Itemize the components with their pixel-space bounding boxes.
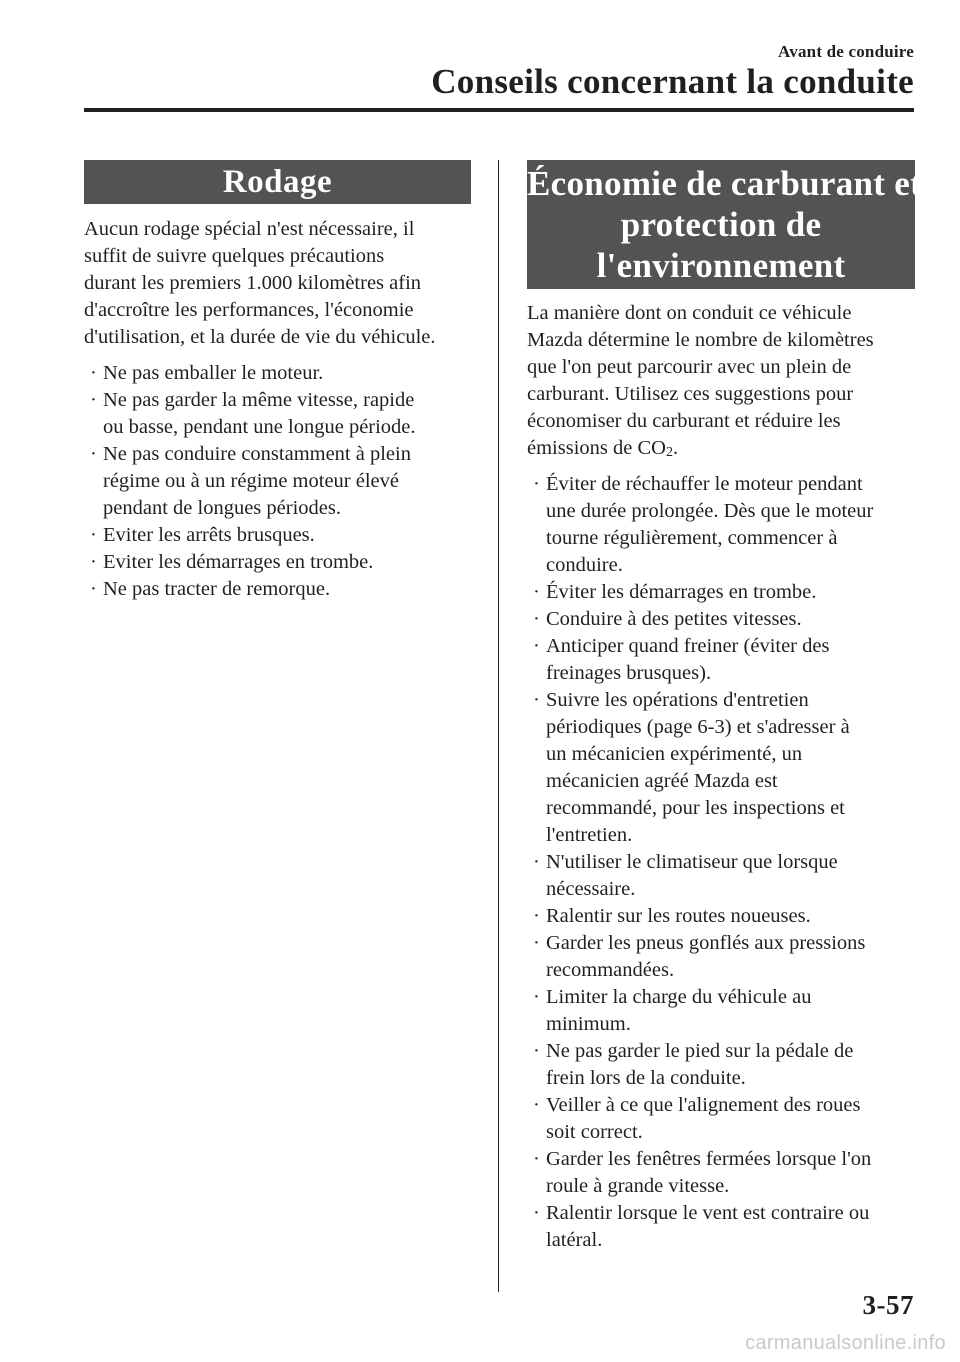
bullet-item	[84, 549, 471, 576]
bullet-dot-icon: ·	[533, 905, 540, 927]
rodage-intro-line: d'accroître les performances, l'économie	[84, 299, 414, 321]
bullet-line: freinages brusques).	[546, 662, 712, 684]
bullet-line: Garder les pneus gonflés aux pressions	[546, 932, 866, 954]
bullet-item	[527, 903, 915, 930]
bullet-line: Ne pas conduire constamment à plein	[103, 443, 411, 465]
bullet-line: nécessaire.	[546, 878, 636, 900]
bullet-item	[527, 606, 915, 633]
rodage-bullet-list	[84, 360, 471, 603]
bullet-dot-icon: ·	[533, 1040, 540, 1062]
header-rule	[84, 108, 914, 112]
bullet-dot-icon: ·	[90, 443, 97, 465]
bullet-item	[527, 687, 915, 849]
bullet-line: roule à grande vitesse.	[546, 1175, 730, 1197]
bullet-item	[527, 930, 915, 984]
economie-heading-line: protection de	[620, 205, 822, 244]
bullet-item	[84, 387, 471, 441]
bullet-line: Éviter les démarrages en trombe.	[546, 581, 817, 603]
bullet-dot-icon: ·	[90, 551, 97, 573]
bullet-line: Eviter les démarrages en trombe.	[103, 551, 374, 573]
bullet-line: Conduire à des petites vitesses.	[546, 608, 802, 630]
bullet-item	[527, 1092, 915, 1146]
bullet-item	[527, 1146, 915, 1200]
bullet-line: ou basse, pendant une longue période.	[103, 416, 416, 438]
bullet-line: régime ou à un régime moteur élevé	[103, 470, 399, 492]
economie-intro-line: économiser du carburant et réduire les	[527, 410, 841, 432]
bullet-line: Ne pas garder le pied sur la pédale de	[546, 1040, 854, 1062]
bullet-dot-icon: ·	[533, 986, 540, 1008]
co2-suffix: .	[672, 437, 679, 459]
rodage-heading: Rodage	[84, 160, 471, 204]
co2-prefix: émissions de CO	[527, 437, 666, 459]
bullet-line: tourne régulièrement, commencer à	[546, 527, 838, 549]
bullet-dot-icon: ·	[90, 578, 97, 600]
economie-heading-line: Économie de carburant et	[527, 164, 923, 203]
site-watermark: carmanualsonline.info	[745, 1332, 946, 1354]
bullet-item	[527, 633, 915, 687]
chapter-subtitle: Avant de conduire	[778, 42, 914, 61]
bullet-line: Anticiper quand freiner (éviter des	[546, 635, 830, 657]
bullet-line: mécanicien agréé Mazda est	[546, 770, 778, 792]
rodage-intro-line: Aucun rodage spécial n'est nécessaire, il	[84, 218, 415, 240]
rodage-intro-line: suffit de suivre quelques précautions	[84, 245, 385, 267]
bullet-line: Ralentir sur les routes noueuses.	[546, 905, 811, 927]
bullet-item	[84, 576, 471, 603]
rodage-intro-line: d'utilisation, et la durée de vie du véhicule.	[84, 326, 436, 348]
economie-intro-line	[527, 435, 915, 462]
economie-intro-line: que l'on peut parcourir avec un plein de	[527, 356, 852, 378]
bullet-line: Ne pas emballer le moteur.	[103, 362, 324, 384]
bullet-line: latéral.	[546, 1229, 603, 1251]
bullet-dot-icon: ·	[533, 689, 540, 711]
bullet-line: Suivre les opérations d'entretien	[546, 689, 809, 711]
bullet-dot-icon: ·	[90, 524, 97, 546]
bullet-line: Limiter la charge du véhicule au	[546, 986, 812, 1008]
bullet-line: Garder les fenêtres fermées lorsque l'on	[546, 1148, 872, 1170]
bullet-line: recommandées.	[546, 959, 675, 981]
bullet-dot-icon: ·	[533, 1202, 540, 1224]
bullet-line: pendant de longues périodes.	[103, 497, 341, 519]
bullet-dot-icon: ·	[533, 1148, 540, 1170]
economie-intro-line: La manière dont on conduit ce véhicule	[527, 302, 852, 324]
bullet-line: frein lors de la conduite.	[546, 1067, 746, 1089]
bullet-line: minimum.	[546, 1013, 631, 1035]
chapter-title: Conseils concernant la conduite	[431, 62, 914, 101]
bullet-item	[527, 1038, 915, 1092]
bullet-dot-icon: ·	[533, 608, 540, 630]
bullet-line: Éviter de réchauffer le moteur pendant	[546, 473, 863, 495]
bullet-item	[527, 471, 915, 579]
bullet-item	[527, 849, 915, 903]
rodage-intro	[84, 216, 471, 351]
bullet-dot-icon: ·	[533, 635, 540, 657]
economie-intro	[527, 300, 915, 462]
economie-intro-line: carburant. Utilisez ces suggestions pour	[527, 383, 854, 405]
bullet-item	[84, 360, 471, 387]
bullet-line: périodiques (page 6-3) et s'adresser à	[546, 716, 850, 738]
bullet-line: N'utiliser le climatiseur que lorsque	[546, 851, 838, 873]
bullet-dot-icon: ·	[90, 389, 97, 411]
bullet-line: Ralentir lorsque le vent est contraire ou	[546, 1202, 870, 1224]
co2-subscript: 2	[665, 445, 673, 460]
bullet-line: une durée prolongée. Dès que le moteur	[546, 500, 874, 522]
bullet-line: Ne pas tracter de remorque.	[103, 578, 331, 600]
bullet-line: soit correct.	[546, 1121, 643, 1143]
bullet-dot-icon: ·	[533, 1094, 540, 1116]
economie-section	[527, 160, 923, 1254]
page-number: 3-57	[862, 1290, 914, 1320]
bullet-dot-icon: ·	[533, 473, 540, 495]
bullet-line: conduire.	[546, 554, 623, 576]
bullet-dot-icon: ·	[533, 581, 540, 603]
bullet-item	[527, 1200, 915, 1254]
bullet-line: un mécanicien expérimenté, un	[546, 743, 803, 765]
bullet-dot-icon: ·	[533, 851, 540, 873]
column-divider	[498, 160, 499, 1292]
bullet-item	[84, 441, 471, 522]
bullet-item	[84, 522, 471, 549]
economie-bullet-list	[527, 471, 915, 1254]
rodage-section	[84, 160, 471, 603]
economie-heading-line: l'environnement	[596, 246, 846, 285]
bullet-line: Veiller à ce que l'alignement des roues	[546, 1094, 861, 1116]
economie-heading	[527, 160, 923, 289]
bullet-item	[527, 984, 915, 1038]
bullet-line: recommandé, pour les inspections et	[546, 797, 845, 819]
bullet-dot-icon: ·	[533, 932, 540, 954]
bullet-line: Ne pas garder la même vitesse, rapide	[103, 389, 415, 411]
economie-intro-line: Mazda détermine le nombre de kilomètres	[527, 329, 874, 351]
bullet-line: Eviter les arrêts brusques.	[103, 524, 315, 546]
bullet-line: l'entretien.	[546, 824, 633, 846]
rodage-intro-line: durant les premiers 1.000 kilomètres afin	[84, 272, 422, 294]
bullet-item	[527, 579, 915, 606]
bullet-dot-icon: ·	[90, 362, 97, 384]
